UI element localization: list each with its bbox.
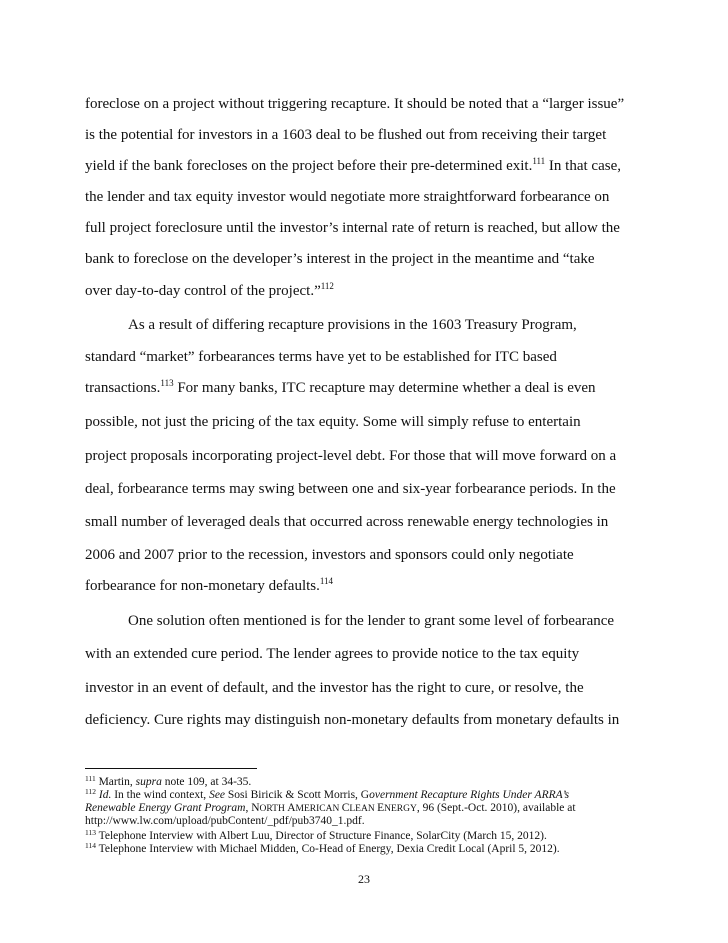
page-number: 23 <box>358 872 370 886</box>
footnote-113 <box>85 830 547 843</box>
body-text-run: yield if the bank forecloses on the project before their pre-determined exit. <box>85 158 533 174</box>
footnote-111 <box>85 776 251 789</box>
body-line <box>85 157 621 175</box>
body-line: bank to foreclose on the developer’s interest in the project in the meantime and “take <box>85 251 595 267</box>
footnote-text-run: In the wind context, <box>111 789 210 801</box>
body-line: full project foreclosure until the investor’s internal rate of return is reached, but allow the <box>85 220 620 236</box>
body-line <box>85 379 596 397</box>
footnote-number: 114 <box>85 841 96 850</box>
body-line: foreclose on a project without triggering recapture. It should be noted that a “larger issue” <box>85 96 625 112</box>
footnote-text-run: Martin, <box>95 776 136 788</box>
footnote-112-cont <box>85 802 576 816</box>
body-text-run: forbearance for non-monetary defaults. <box>85 578 320 594</box>
footnote-number: 113 <box>85 828 96 837</box>
footnote-smallcaps-run: LEAN <box>349 804 378 814</box>
footnote-114 <box>85 843 560 856</box>
footnote-italic-run: Id. <box>98 789 112 801</box>
body-text-run: For many banks, ITC recapture may determine whether a deal is even <box>173 380 596 396</box>
body-text-run: over day-to-day control of the project.” <box>85 283 321 299</box>
footnote-separator <box>85 768 257 769</box>
body-line: project proposals incorporating project-level debt. For those that will move forward on a <box>85 448 617 464</box>
footnote-ref: 113 <box>160 378 174 388</box>
body-text-run: In that case, <box>545 158 621 174</box>
footnote-text-run: , 96 (Sept.-Oct. 2010), available at <box>416 802 576 814</box>
footnote-text-run: Telephone Interview with Albert Luu, Director of Structure Finance, SolarCity (March 15, 2012). <box>95 830 547 842</box>
footnote-text-run: , N <box>245 802 260 814</box>
footnote-ref: 112 <box>320 281 334 291</box>
body-line: is the potential for investors in a 1603 deal to be flushed out from receiving their target <box>85 127 607 143</box>
footnote-smallcaps-run: NERGY <box>384 804 417 814</box>
footnote-number: 112 <box>85 787 96 796</box>
footnote-smallcaps-run: ORTH <box>259 804 288 814</box>
body-line: deal, forbearance terms may swing between one and six-year forbearance periods. In the <box>85 481 616 497</box>
footnote-italic-run: Renewable Energy Grant Program <box>85 802 246 814</box>
footnote-text-run: E <box>377 802 385 814</box>
footnote-italic-run: See <box>209 789 226 801</box>
body-text-run: transactions. <box>85 380 161 396</box>
footnote-number: 111 <box>85 774 96 783</box>
footnote-text-run: Sosi Biricik & Scott Morris, G <box>225 789 370 801</box>
footnote-italic-run: supra <box>135 776 162 788</box>
body-line: small number of leveraged deals that occurred across renewable energy technologies in <box>85 514 609 530</box>
body-line: As a result of differing recapture provisions in the 1603 Treasury Program, <box>128 317 577 333</box>
footnote-text-run: C <box>341 802 350 814</box>
body-line: deficiency. Cure rights may distinguish non-monetary defaults from monetary defaults in <box>85 712 620 728</box>
footnote-text-run: A <box>287 802 296 814</box>
footnote-text-run: Telephone Interview with Michael Midden, Co-Head of Energy, Dexia Credit Local (April 5, 2012). <box>95 843 560 855</box>
body-line: standard “market” forbearances terms have yet to be established for ITC based <box>85 349 557 365</box>
footnote-smallcaps-run: MERICAN <box>295 804 342 814</box>
body-line: One solution often mentioned is for the lender to grant some level of forbearance <box>128 613 615 629</box>
body-line <box>85 282 334 300</box>
footnote-italic-run: overnment Recapture Rights Under ARRA’s <box>369 789 570 801</box>
body-line: the lender and tax equity investor would negotiate more straightforward forbearance on <box>85 189 610 205</box>
footnote-text-run: note 109, at 34-35. <box>161 776 252 788</box>
footnote-ref: 111 <box>532 156 546 166</box>
body-line: with an extended cure period. The lender agrees to provide notice to the tax equity <box>85 646 580 662</box>
body-line <box>85 577 333 595</box>
footnote-112-url[interactable]: http://www.lw.com/upload/pubContent/_pdf/pub3740_1.pdf. <box>85 815 365 827</box>
footnote-ref: 114 <box>319 576 334 586</box>
body-line: possible, not just the pricing of the tax equity. Some will simply refuse to entertain <box>85 414 581 430</box>
body-line: investor in an event of default, and the investor has the right to cure, or resolve, the <box>85 680 584 696</box>
footnote-112 <box>85 789 569 802</box>
body-line: 2006 and 2007 prior to the recession, investors and sponsors could only negotiate <box>85 547 574 563</box>
